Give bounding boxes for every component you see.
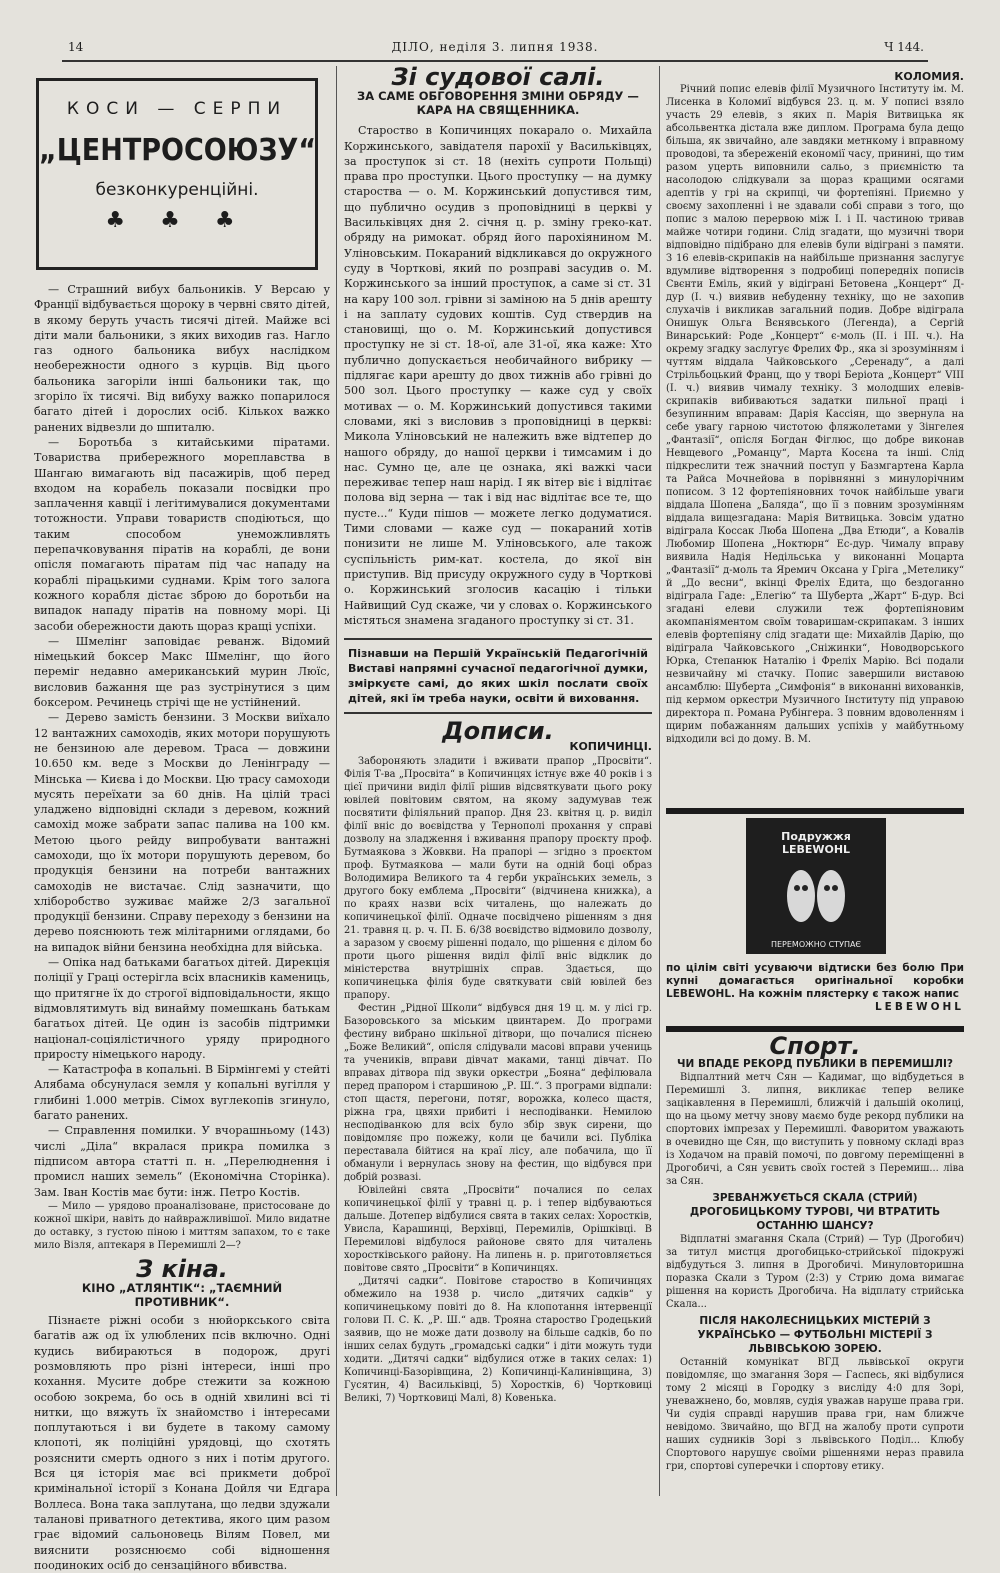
report-item: Фестин „Рідної Школи“ відбувся дня 19 ц. м. у лісі гр. Базоровського за міським цвинтарем. До програми фестину вибрано шкільної дітвори, що почалися піснею „Боже Великий“, опісля слідували масові вправи учениць та учеників, вправи дівчат маками, танці дівчат. По вправах дітвора під звуки оркестри „Бояна“ дефілювала перед прапором і старшиною „Р. Ш.“. З програми відпали: стоп щастя, перегони, потяг, ворожка, колесо щастя, ріжна гра, цвяхи прибиті і несподіванки. Немилою несподіванкою для всіх було збір звук сирени, що повідомляє про пожежу, коли це бачили всі. Публіка переставала бійтися на краї лісу, але побачила, що її обманули і вернулась знову на фестин, що відбувся при добрій розвазі. [344, 1002, 652, 1183]
column-rule [336, 66, 337, 1496]
court-text: Староство в Копичинцях покарало о. Михайла Коржинського, завідателя парохії у Васильківцях, за проступок зі ст. 18 (нехіть супроти Польщі) права про проступки. Цього проступку — на думку староства — о. М. Коржинський допустився тим, що публично осудив з проповідниці в церкві у Васильківцях дня 2. січня ц. р. зміну греко-кат. обряду на римокат. обряд його парохіянином М. Уліновським. Покараний відкликався до окружного суду в Чорткові, який по розправі засудив о. М. Коржинського за інший проступок, а саме зі ст. 31 на кару 100 зол. грівни зі заміною на 5 днів арешту і на заплату судових коштів. Суд ствердив на становищі, що о. М. Коржинський допустився проступку не зі ст. 18-ої, але 31-ої, яка каже: Хто публично допускається необичайного вибрику — підлягає кари арешту до двох тижнів або грівні до 500 зол. Цього проступку — каже суд у своїх мотивах — о. М. Коржинський допустився такими словами, які з висловив з проповідниці в церкві: Микола Уліновський не належить вже відтепер до нашого обряду, до нашої церкви і тимсамим і до нас. Сумно це, але це ознака, які важкі часи переживає тепер наш нарід. І як вітер віє і відлітає полова від зерна — так і від нас відлітає все те, що пусте...“ Куди пішов — можете легко додуматися. Тими словами — каже суд — покараний хотів понизити не лише М. Уліновського, але також суспільність рим-кат. костела, до якої він приступив. Від присуду окружного суду в Чорткові о. Коржинський зголосив касацію і тільки Найвищий Суд скаже, чи у словах о. Коржинського містяться знамена згаданого проступку зі ст. 31. [344, 124, 652, 627]
issue-number: Ч 144. [884, 40, 924, 54]
court-subheading: ЗА САМЕ ОБГОВОРЕННЯ ЗМІНИ ОБРЯДУ — КАРА НА СВЯЩЕННИКА. [357, 89, 639, 118]
cinema-subheading: КІНО „АТЛЯНТІК“: „ТАЄМНИЙ ПРОТИВНИК“. [81, 1281, 283, 1310]
news-item: — Шмелінг заповідає реванж. Відомий німецький боксер Макс Шмелінг, що його переміг недавно американський мурин Люїс, висловив бажання ще раз зустрінутися з цим боксером. Речинець стрічі ще не устійнений. [34, 634, 330, 710]
page-header [62, 38, 928, 62]
divider-bar [666, 808, 964, 814]
report-item: „Дитячі садки“. Повітове староство в Копичинцях обмежило на 1938 р. число „дитячих садків“ у копичинецькому повіті до 8. На клопотання інтервенції голови П. С. К. „Р. Ш.“ адв. Трояна староство Гродецький заявив, що не може дати дозволу на більше садків, бо по інших селах будуть „громадські садки“ і діти можуть туди ходити. „Дитячі садки“ відбулися отже в таких селах: 1) Копичинці-Базорівщина, 2) Копичинці-Калинівщина, 3) Гусятин, 4) Васильківці, 5) Хоростків, 6) Чортковиці Великі, 7) Чортковиці Малі, 8) Ковенька. [344, 1275, 652, 1404]
lebewohl-ad-image [746, 818, 886, 954]
column-3-top [666, 70, 964, 810]
sport-heading: Спорт. [769, 1032, 861, 1060]
column-1 [34, 282, 330, 1572]
report-item: Забороняють зладити і вживати прапор „Просвіти“. Філія Т-ва „Просвіта“ в Копичинцях істнує вже 40 років і з цієї причини виділ філії рішив відсвяткувати цього року ювілей повітовим святом, на якому задумував теж посвятити філіяльний прапор. Дня 23. квітня ц. р. виділ філії вніс до воєвідства у Тернополі прохання у справі дозволу на зладження і вживання прапору проєкту проф. Бутмаякова з Жовкви. На прапорі — згідно з проєктом проф. Бутмаякова — мали бути на одній боці образ Володимира Великого та 4 герби українських земель, з другого боку емблема „Просвіти“ (відчинена книжка), а по краях назви всіх читалень, що належать до копичинецької філії. Одначе посвідчено рішенням з дня 21. травня ц. р. ч. П. Б. 6/38 воєвідство відмовило дозволу, а заразом у своєму рішенні подало, що рішення є ділом бо проти цього рішення виділ філії вніс відклик до міністерства внутрішніх справ. Здається, що копичинецька філія буде святкувати свій ювілей без прапору. [344, 755, 652, 1001]
ad-line-3: безконкуренційні. [95, 180, 259, 200]
centrosoyuz-ad [36, 78, 318, 270]
news-item: — Страшний вибух бальоників. У Версаю у Франції відбувається щороку в червні свято дітей, в якому беруть участь тисячі дітей. Майже всі діти мали бальоники, з яких виходив газ. Нагло газ одного бальоника вибух наслідком необережности одного з курців. Від цього бальоника загоріли інші бальоники так, що згоріло їх тисячі. Від вибуху важко попарилося багато дітей і дорослих осіб. Кількох важко ранених відвезли до шпиталю. [34, 283, 330, 434]
cinema-heading: З кіна. [136, 1254, 228, 1283]
kolomyia-place: КОЛОМИЯ. [894, 70, 964, 83]
lebewohl-copy: по цілім світі усуваючи відтиски без болю При купні домагається оригінальної коробки LEBEWOHL. На кожнім плястерку є також напис [666, 962, 964, 1000]
soap-ad: — Мило — урядово проаналізоване, пристосоване до кожної шкіри, навіть до найвражливішої. Мило видатне до оставку, з густою піною і миттям запахом, то є таке мило Візля, аптекаря в Перемишлі 2—? [34, 1200, 330, 1251]
masthead-line: ДІЛО, неділя 3. липня 1938. [391, 40, 599, 54]
ad-line-1: КОСИ — СЕРПИ [66, 99, 288, 119]
lebewohl-brand: LEBEWOHL [874, 1001, 964, 1013]
sport-subheading: ЧИ ВПАДЕ РЕКОРД ПУБЛИКИ В ПЕРЕМИШЛІ? [677, 1058, 953, 1070]
reports-heading: Дописи. [442, 717, 554, 746]
lebewohl-bottom: ПЕРЕМОЖНО СТУПАЄ [770, 940, 862, 949]
column-rule [659, 66, 660, 1496]
column-3-sport [666, 1032, 964, 1495]
news-item: — Опіка над батьками багатьох дітей. Дирекція поліції у Граці остерігла всіх власників камениць, що притягне їх до строгої відповідальности, якщо відмовлятимуть від винайму помешкань батькам багатьох дітей. Це один із засобів підтримки націонал-соціялістичного уряду природного приросту німецького народу. [34, 956, 330, 1061]
sport-text: Останній комунікат ВГД львівської округи повідомляє, що змагання Зоря — Гаспесь, які відбулися тому 2 місяці в Городку з висліду 4:0 для Зорі, уневажнено, бо, мовляв, судія уважав наруше права гри. Чи судія справді нарушив права гри, нам ближче невідомо. Звичайно, що ВГД на жалобу проти супроти наших судників Зорі з львівського Поділ... Клюбу Спортового нарушує своїми рішеннями нераз правила гри, спортові суперечки і спортову етику. [666, 1357, 964, 1472]
court-heading: Зі судової салі. [391, 63, 605, 91]
page-number: 14 [68, 40, 84, 54]
pedagogical-notice: Пізнавши на Першій Українській Педагогічній Виставі напрямні сучасної педагогічної думки, зміркуєте самі, до яких шкіл послати своїх дітей, які їм треба науки, освіти й виховання. [344, 638, 652, 714]
column-2 [344, 63, 652, 1495]
lebewohl-top: Подружжя LEBEWOHL [781, 830, 851, 856]
reports-place: КОПИЧИНЦІ. [569, 740, 652, 754]
sport-text: Відпалтний метч Сян — Кадимаг, що відбудеться в Перемишлі 3. липня, викликає тепер велике зацікавлення в Перемишлі, ближчій і дальшій околиці, що на цьому метчу знову маємо буде рекорд публики на спортових імпрезах у Перемишлі. Фаворитом уважають в очевидно ще Сян, що виступить у повному складі враз із Ходачом на правій помочі, по довгому переміщенні в Дрогобичі, а Сян уєвить своїх гостей з Перемиш... ліва за Сян. [666, 1072, 964, 1187]
ad-line-2: „ЦЕНТРОСОЮЗУ“ [39, 133, 317, 168]
concert-report: Річний попис елевів філії Музичного Інституту ім. М. Лисенка в Коломиї відбувся 23. ц. м. У пописі взяло участь 29 елевів, з яких п. Марія Витвицька як абсольвентка дістала вже диплом. Програма була дещо більша, як звичайно, але завдяки метнкому і вправному проводові, та збереженій економії часу, принині, що тим разом уцерть виповнили сальо, з приємністю та насолодою слідкували за щораз кращими осягами адептів у грі на скрипці, чи фортепіяні. Приємно у своєму захопленні і не здавали собі справи з того, що попис з малою перервою між I. і II. частиною тривав майже чотири години. Слід згадати, що музичні твори відповідно підібрано для елевів були відіграні з памяти. З 16 елевів-скрипаків на найбільше признання заслугує вдумливе відтворення з подробиці попередніх пописів Свєнти Еміль, який у відіграні Бетовена „Концерт“ Д-дур (I. ч.) виявив небуденну техніку, що не захопив слухачів і викликав загальний подив. Добре відіграла Онишук Ольга Вєнявського (Легенда), а Сергій Винарський: Роде „Концерт“ є-моль (II. і III. ч.). На окрему згадку заслугує Фрелих Фр., яка зі зрозумінням і чуттям віддала Чайковського „Серенаду“, а далі Стрільбоцький Франц, що у творі Берiота „Концерт“ VIII (I. ч.) виявив чималу техніку. З молодших елевів-скрипаків вибиваються задатки пильної праці і безупинним вправам: Дарія Кассіян, що звернула на себе увагу гарною чистотою фляжолетами у Зінгелея „Фантазії“, опісля Богдан Фіглюс, що добре виконав Невщевого „Романцу“, Марта Косєна та інші. Слід підкреслити теж значний поступ у Базмгартена Карла та Райса Мочнейова в порівнянні з минулорічним пописом. З 12 фортепіяновних точок найбільше уваги віддала Шопена „Баляда“, що її з повним зрозумінням віддала вищезгадана: Марія Витвицька. Зовсім удатно відіграла Коссак Люба Шопена „Два Етюди“, а Ковалів Любомир Шопена „Ноктюрн“ Ес-дур. Чималу вправу виявила Надія Недільська у виконанні Моцарта „Фантазії“ д-моль та Яремич Оксана у Грiга „Метелику“ й „До весни“, вкінці Фреліх Едита, що бездоганно відіграла Гаде: „Елегію“ та Шуберта „Жарт“ Б-дур. Всі згадані елеви служили теж фортепіяновим акомпаніяментом своїм товаришам-скрипакам. З інших елевів фортепіяну слід згадати ще: Михайлів Дарію, що відіграла Чайковського „Сніжинки“, Новодворського Юрка, Степанюк Наталію і Фреліх Марію. Всі подали незвичайну мі стачку. Попис завершили виставою ансамблю: Шуберта „Симфонія“ в виконанні вихованків, під кермом оркестри Музичного Інституту під управою директора п. Романа Рубінгера. З повним вдоволенням і щирим побажанням дальших успіхів у майбутньому відходили всі до дому. В. М. [666, 84, 964, 745]
news-item: — Справлення помилки. У вчорашньому (143) числі „Діла“ вкралася прикра помилка з підписом автора статті п. н. „Перелюднення і промисл наших земель“ (Економічна Сторінка). Зам. Іван Костів має бути: інж. Петро Костів. [34, 1124, 330, 1199]
sport-subheading: ЗРЕВАНЖУЄТЬСЯ СКАЛА (СТРИЙ) ДРОГОБИЦЬКОМУ ТУРОВІ, ЧИ ВТРАТИТЬ ОСТАННЮ ШАНСУ? [689, 1192, 941, 1232]
lebewohl-ad-text [666, 962, 964, 1022]
news-item: — Дерево замість бензини. З Москви виїхало 12 вантажних самоходів, яких мотори порушують не бензиною але деревом. Траса — довжини 10.650 км. веде з Москви до Ленінграду — Мінська — Києва і до Москви. Цю трасу самоходи мусять переїхати за 60 днів. На цілій трасі уладжено відповідні склади з деревом, кожний самохід може забрати запас палива на 100 км. Метою цього рейду випробувати вантажні самоходи, що їх мотори порушують деревом, бо продукція бензини на потреби вантажних самоходів не вистачає. Слід зазначити, що хліборобство зуживає майже 2/3 загальної продукції бензини. Справу переходу з бензини на дерево пояснюють теж мілітарними оглядами, бо на випадок війни бензина необхідна для війська. [34, 711, 330, 954]
news-item: — Катастрофа в копальні. В Бірмінгемі у стейті Алябама обсунулася земля у копальні вугілля у глибині 1.000 метрів. Сімох вуглекопів згинуло, багато ранених. [34, 1063, 330, 1123]
sport-text: Відплатні змагання Скала (Стрий) — Тур (Дрогобич) за титул мистця дрогобицько-стрийської підокружі відбудуться 3. липня в Дрогобичі. Минуловторишна поразка Скали з Туром (2:3) у Стрию дома вимагає рішення на користь Дрогобича. На відплату стрийська Скала... [666, 1234, 964, 1310]
cinema-text: Пізнаєте ріжні особи з нюйоркського світа багатів аж од їх улюблених псів включно. Одні кудись вибираються в подорож, другі розмовляють про різні інтереси, інші про кохання. Мусите добре стежити за кожною особою зокрема, бо ось в одній хвилині всі ті нитки, що вяжуть їх знайомство і інтересами поплутаються і ви будете в такому самому клопоті, як поліційні урядовці, що схотять розяснити смерть одного з них і потім другого. Вся ця історія має всі прикмети доброї кримінальної історії з Конана Дойля чи Едгара Воллеса. Вона така заплутана, що ледви здужали таланові приватного детектива, якого цим разом грає відомий сальоновець Вілям Повел, ми вияснити розяснюємо собі відношення поодиноких осіб до сензаційного вбивства. [34, 1314, 330, 1572]
report-item: Ювілейні свята „Просвіти“ почалися по селах копичинецької філії у травні ц. р. і тепер відбуваються дальше. Дотепер відбулися свята в таких селах: Хоростків, Увисла, Карашинці, Верхівці, Перемилів, Орішківці. В Перемилові відбулося районове свято для читалень хоростківського району. На липень н. р. приготовляється повітове свято „Просвіти“ в Копичинцях. [344, 1184, 652, 1274]
news-item: — Боротьба з китайськими піратами. Товариства прибережного мореплавства в Шангаю вимагають від пасажирів, щоб перед входом на корабель показали посвідки про заплачення кавції і легітимувалися документами тотожности. Управи товариств сподіються, що таким способом унеможливлять перепачковування піратів на кораблі, де вони опісля помагають піратам під час нападу на кораблі пірацькими суднами. Крім того залога кожного корабля дістає зброю до боротьби на випадок нападу піратів на повному морі. Ці засоби обережности дають щораз кращі успіхи. [34, 435, 330, 633]
feet-illustration-icon [771, 860, 861, 930]
sport-subheading: ПІСЛЯ НАКОЛЕСНИЦЬКИХ МІСТЕРІЙ З УКРАЇНСЬКО — ФУТБОЛЬНІ МІСТЕРІЇ З ЛЬВІВСЬКОЮ ЗОРЕЮ. [697, 1315, 933, 1355]
ad-ornaments: ♣ ♣ ♣ [105, 208, 249, 233]
